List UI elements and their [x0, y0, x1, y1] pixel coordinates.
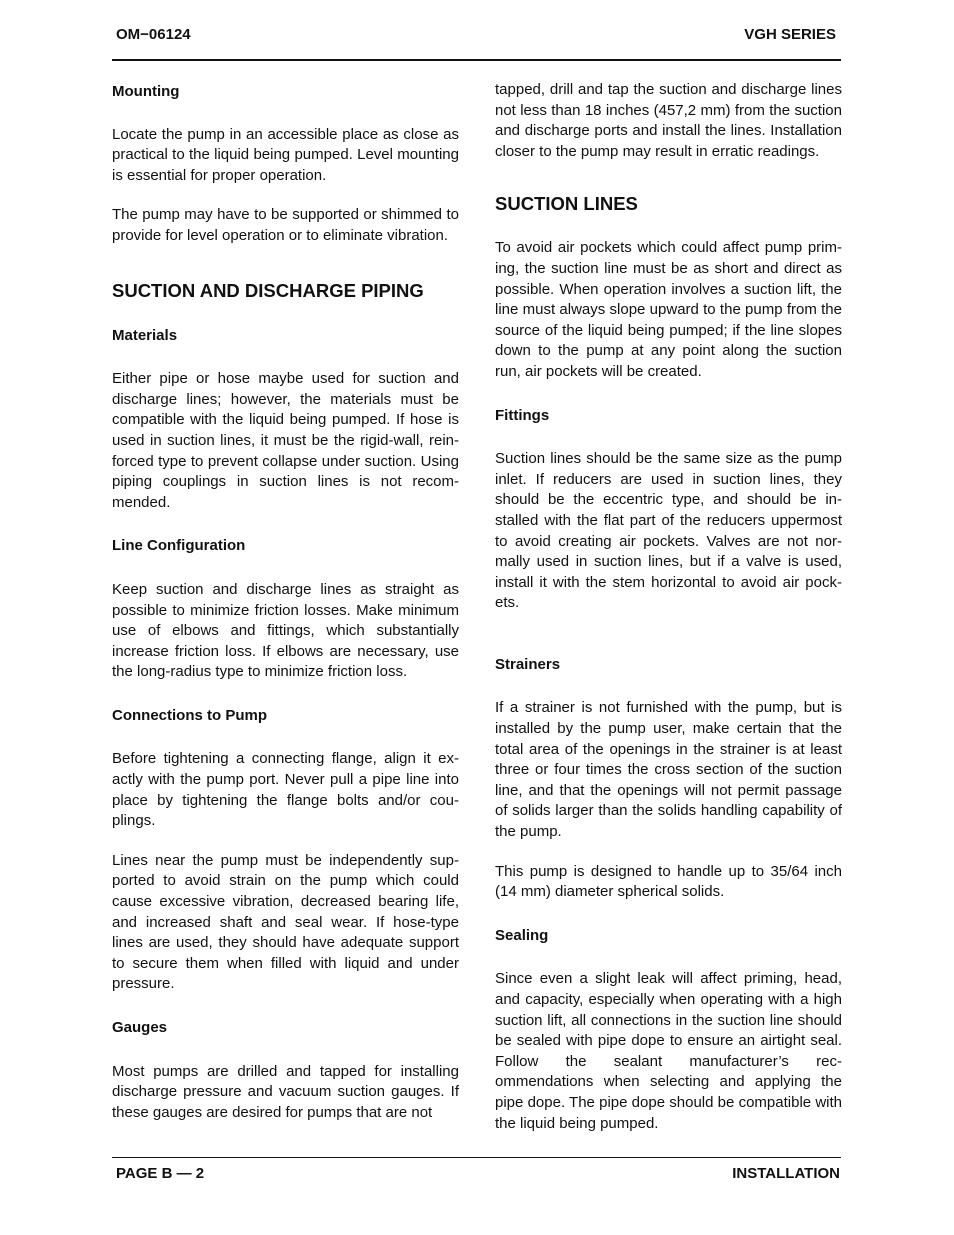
materials-heading: Materials: [112, 326, 178, 344]
suction-lines-heading: SUCTION LINES: [495, 193, 638, 215]
mounting-heading: Mounting: [112, 83, 180, 100]
mounting-paragraph-1: Locate the pump in an accessible place as close as practical to the liquid being pumped. Level mounting is essential for proper operation.: [112, 125, 459, 184]
connections-paragraph-1: Before tightening a connecting flange, align it exactly with the pump port. Never pull a pipe line into place by tightening the flange bolts and/or couplings.: [112, 750, 459, 830]
gauges-heading: Gauges: [112, 1019, 168, 1036]
piping-section-heading: SUCTION AND DISCHARGE PIPING: [112, 279, 424, 301]
line-configuration-heading: Line Configuration: [112, 537, 246, 555]
header-series: VGH SERIES: [744, 26, 836, 43]
line-configuration-paragraph: Keep suction and discharge lines as straight as possible to minimize friction losses. Make minimum use of elbows and fittings, which substantially increase friction loss. If elbows are necessary, use the long-radius type to minimize friction loss.: [112, 580, 459, 681]
connections-paragraph-2: Lines near the pump must be independently supported to avoid strain on the pump which could cause excessive vibration, decreased bearing life, and increased shaft and seal wear. If hose-type lines are used, they should have adequate support to secure them when filled with liquid and under pressure.: [112, 851, 459, 993]
header-doc-number: OM−06124: [116, 26, 191, 43]
footer-page-number: PAGE B — 2: [116, 1165, 205, 1182]
strainers-paragraph-1: If a strainer is not furnished with the pump, but is installed by the pump user, make certain that the total area of the openings in the strainer is at least three or four times the cross section of the suction line, and that the openings will not permit passage of solids larger than the solids handling capability of the pump.: [495, 699, 842, 841]
strainers-paragraph-2: This pump is designed to handle up to 35/64 inch (14 mm) diameter spherical solids.: [495, 862, 842, 901]
mounting-paragraph-2: The pump may have to be supported or shimmed to provide for level operation or to eliminate vibration.: [112, 206, 459, 244]
header-rule: [112, 59, 841, 61]
suction-lines-paragraph: To avoid air pockets which could affect pump priming, the suction line must be as short and direct as possible. When operation involves a suction lift, the line must always slope upward to the pump from the source of the liquid being pumped; if the line slopes down to the pump at any point along the suction run, air pockets will be created.: [495, 239, 842, 380]
right-column: [495, 80, 842, 1134]
gauges-paragraph: Most pumps are drilled and tapped for installing discharge pressure and vacuum suction gauges. If these gauges are desired for pumps that are not: [112, 1062, 459, 1121]
connections-heading: Connections to Pump: [112, 706, 267, 724]
fittings-paragraph: Suction lines should be the same size as the pump inlet. If reducers are used in suction lines, they should be the eccentric type, and should be installed with the flat part of the reducers uppermost to avoid creating air pockets. Valves are not normally used in suction lines, but if a valve is used, install it with the stem horizontal to avoid air pockets.: [495, 450, 842, 612]
footer-section-name: INSTALLATION: [732, 1165, 840, 1182]
materials-paragraph: Either pipe or hose maybe used for suction and discharge lines; however, the materials must be compatible with the liquid being pumped. If hose is used in suction lines, it must be the rigid-wall, reinforced type to prevent collapse under suction. Using piping couplings in suction lines is not recommended.: [112, 370, 459, 511]
strainers-heading: Strainers: [495, 655, 561, 673]
footer-rule: [112, 1157, 841, 1158]
sealing-paragraph: Since even a slight leak will affect priming, head, and capacity, especially when operating with a high suction lift, all connections in the suction line should be sealed with pipe dope to ensure an airtight seal. Follow the sealant manufacturer’s recommendations when selecting and applying the pipe dope. The pipe dope should be compatible with the liquid being pumped.: [495, 970, 842, 1132]
left-column: [112, 80, 459, 1123]
fittings-heading: Fittings: [495, 406, 550, 424]
sealing-heading: Sealing: [495, 926, 549, 944]
gauges-paragraph-continued: tapped, drill and tap the suction and discharge lines not less than 18 inches (457,2 mm) from the suction and discharge ports and install the lines. Installation closer to the pump may result in erratic readings.: [495, 81, 842, 160]
